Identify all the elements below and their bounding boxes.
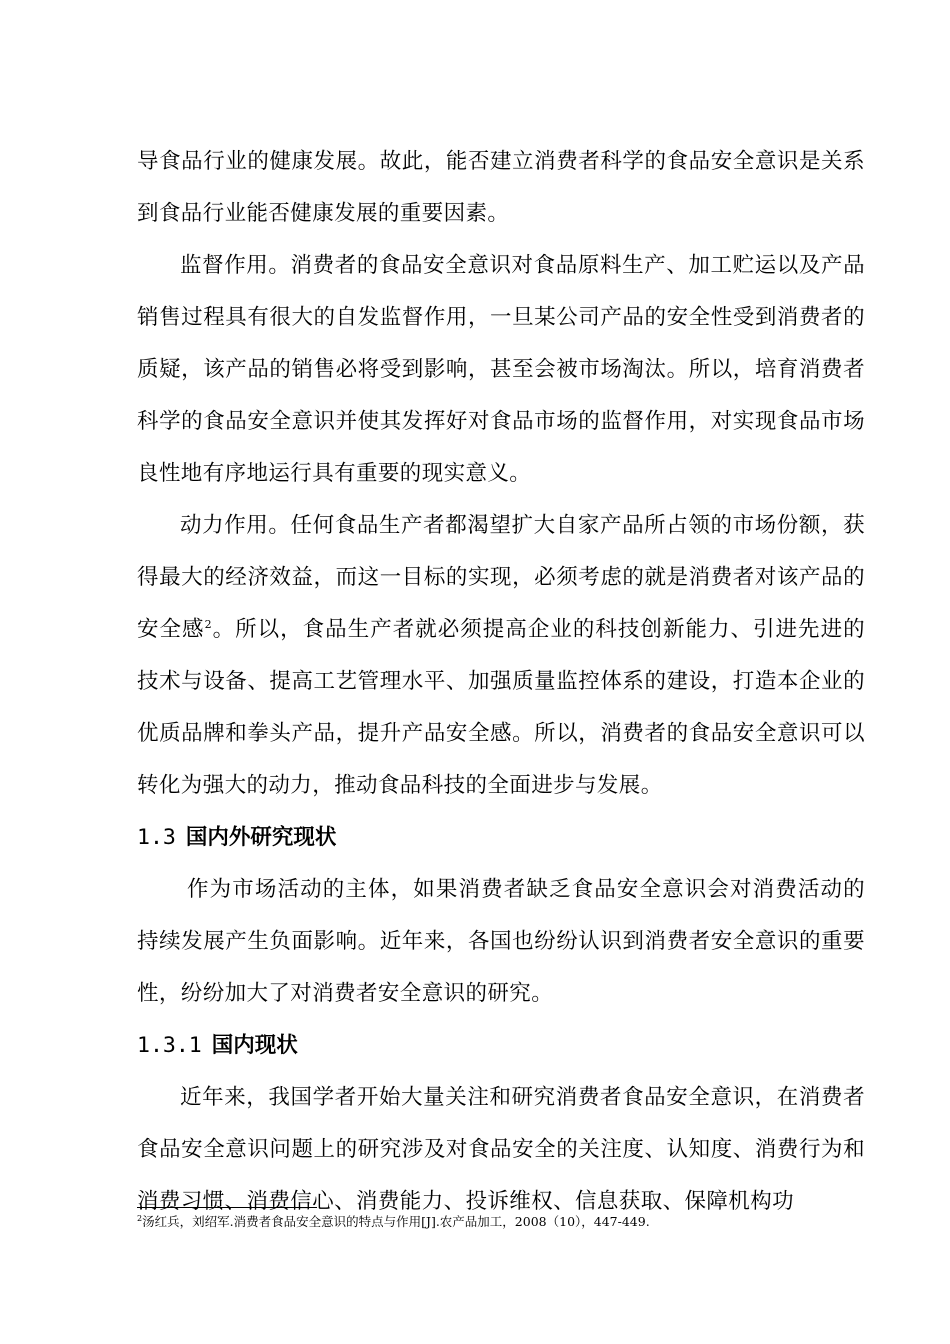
paragraph-motivation-part1: 动力作用。任何食品生产者都渴望扩大自家产品所占领的市场份额，获得最大的经济效益，而这一目标的实现，必须考虑的就是消费者对该产品的安全感	[137, 513, 865, 642]
paragraph-continued: 导食品行业的健康发展。故此，能否建立消费者科学的食品安全意识是关系到食品行业能否健康发展的重要因素。	[137, 149, 865, 226]
body-text	[137, 136, 865, 1228]
paragraph-motivation-part2: 。所以，食品生产者就必须提高企业的科技创新能力、引进先进的技术与设备、提高工艺管理水平、加强质量监控体系的建设，打造本企业的优质品牌和拳头产品，提升产品安全感。所以，消费者的食品安全意识可以转化为强大的动力，推动食品科技的全面进步与发展。	[137, 617, 865, 798]
footnote-mark: 2	[137, 1213, 143, 1223]
paragraph-supervision: 监督作用。消费者的食品安全意识对食品原料生产、加工贮运以及产品销售过程具有很大的自发监督作用，一旦某公司产品的安全性受到消费者的质疑，该产品的销售必将受到影响，甚至会被市场淘汰。所以，培育消费者科学的食品安全意识并使其发挥好对食品市场的监督作用，对实现食品市场良性地有序地运行具有重要的现实意义。	[137, 253, 865, 486]
section-title: 国内现状	[211, 1033, 298, 1058]
footnote-text: 汤红兵，刘绍军.消费者食品安全意识的特点与作用[J].农产品加工，2008（10），447-449.	[142, 1214, 650, 1229]
paragraph-motivation	[137, 500, 865, 812]
paragraph-research-status: 作为市场活动的主体，如果消费者缺乏食品安全意识会对消费活动的持续发展产生负面影响。近年来，各国也纷纷认识到消费者安全意识的重要性，纷纷加大了对消费者安全意识的研究。	[137, 877, 865, 1006]
footnote-reference[interactable]: 2	[204, 617, 212, 631]
section-heading-1-3-1	[137, 1020, 865, 1072]
section-heading-1-3	[137, 812, 865, 864]
footnote-divider	[137, 1207, 317, 1208]
paragraph-domestic-status: 近年来，我国学者开始大量关注和研究消费者食品安全意识，在消费者食品安全意识问题上的研究涉及对食品安全的关注度、认知度、消费行为和消费习惯、消费信心、消费能力、投诉维权、信息获取、保障机构功	[137, 1085, 865, 1214]
section-number: 1.3	[137, 825, 176, 850]
footnote	[137, 1213, 865, 1231]
section-number: 1.3.1	[137, 1033, 202, 1058]
section-title: 国内外研究现状	[185, 825, 337, 850]
